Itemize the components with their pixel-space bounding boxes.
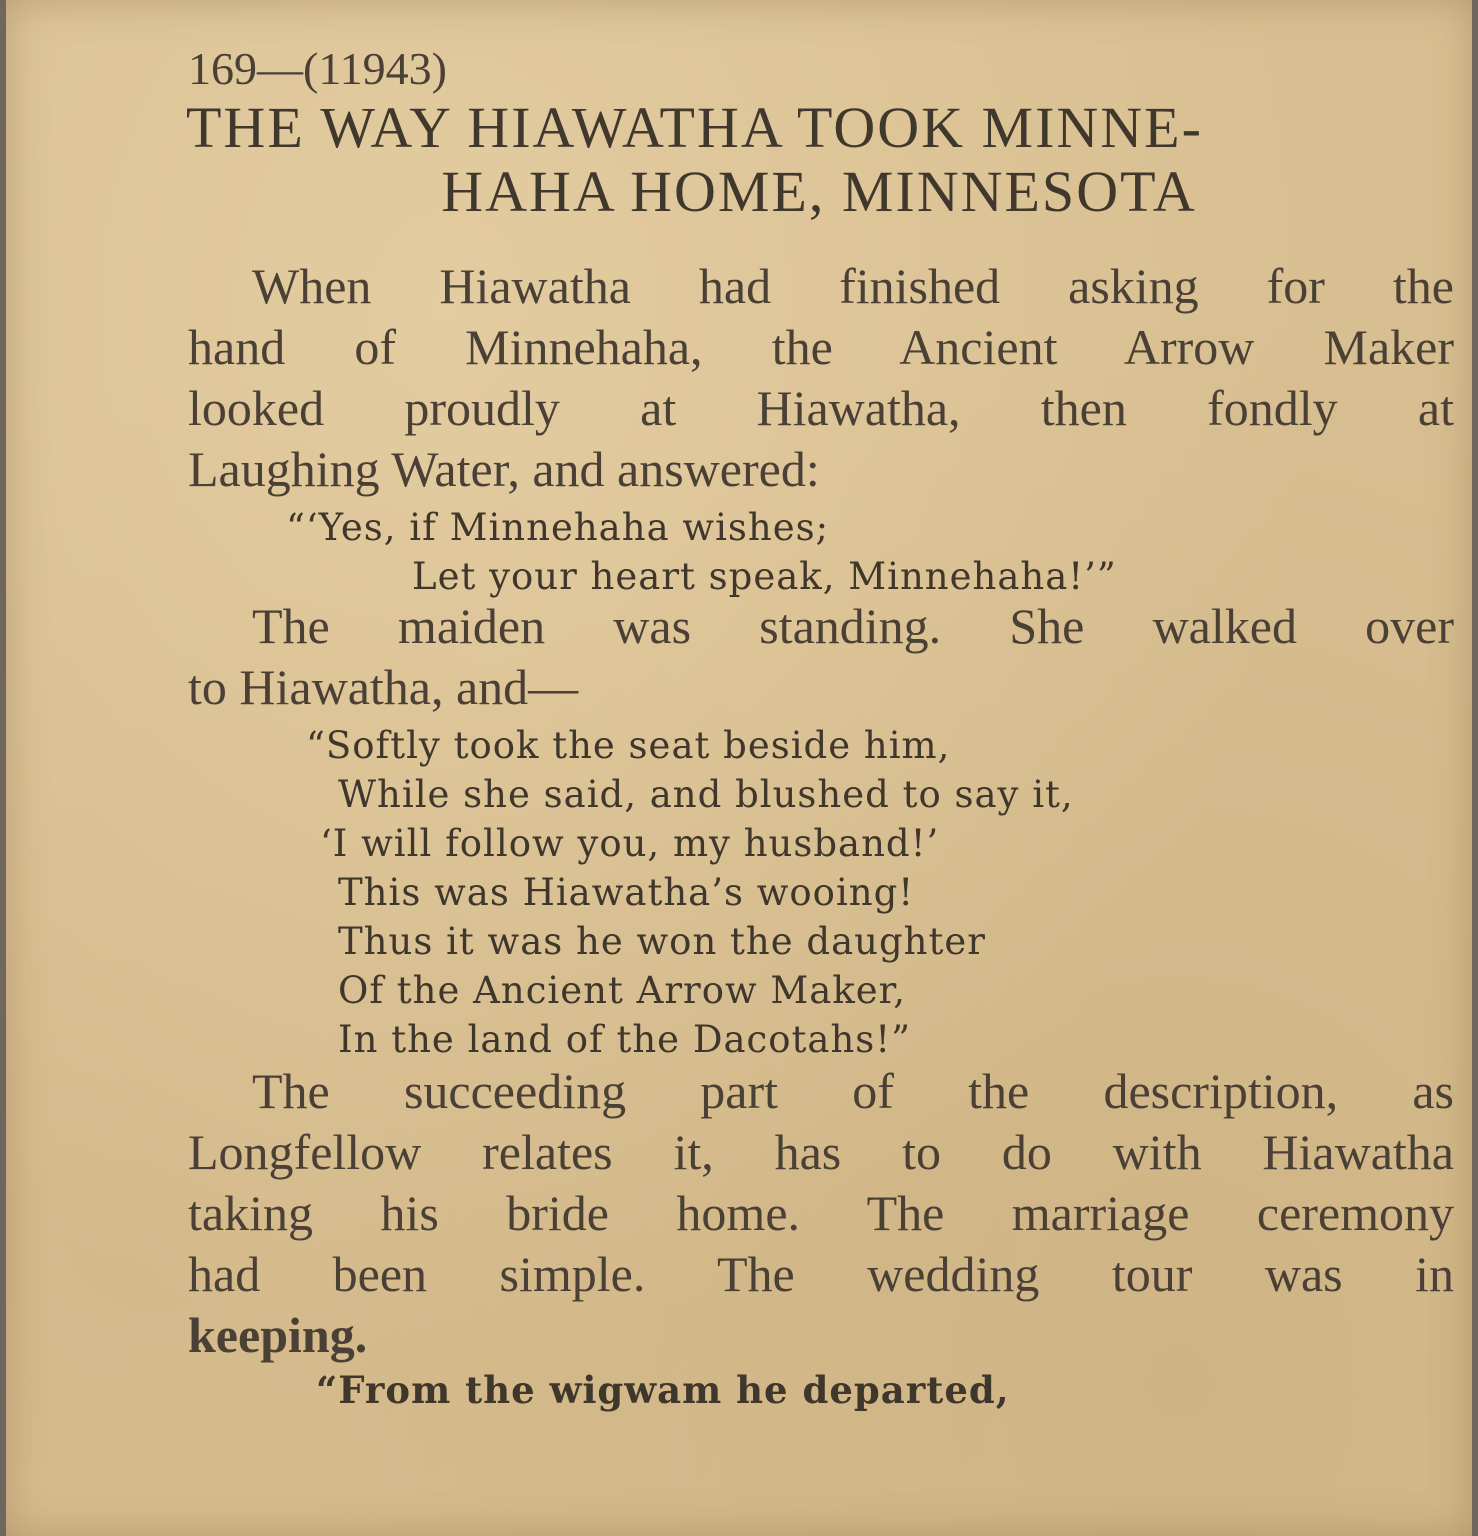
paragraph-line: keeping. bbox=[188, 1307, 368, 1363]
paragraph-line: The maiden was standing. She walked over bbox=[252, 598, 1454, 654]
verse-line: “Softly took the seat beside him, bbox=[306, 724, 951, 767]
title-line-1: THE WAY HIAWATHA TOOK MINNE- bbox=[186, 95, 1203, 160]
paragraph-2 bbox=[188, 596, 1454, 718]
paragraph-line: had been simple. The wedding tour was in bbox=[188, 1246, 1454, 1302]
verse-1 bbox=[286, 503, 1117, 601]
verse-line: This was Hiawatha’s wooing! bbox=[338, 871, 915, 914]
verse-line: In the land of the Dacotahs!” bbox=[338, 1018, 912, 1061]
card-title bbox=[186, 96, 1452, 224]
verse-line: Of the Ancient Arrow Maker, bbox=[338, 969, 907, 1012]
card-number: 169—(11943) bbox=[188, 43, 447, 94]
paragraph-line: The succeeding part of the description, as bbox=[252, 1063, 1454, 1119]
paragraph-line: Laughing Water, and answered: bbox=[188, 441, 820, 497]
paragraph-line: taking his bride home. The marriage ceremony bbox=[188, 1185, 1454, 1241]
paragraph-line: When Hiawatha had finished asking for the bbox=[252, 258, 1454, 314]
verse-line: While she said, and blushed to say it, bbox=[338, 773, 1074, 816]
verse-line: Let your heart speak, Minnehaha!’” bbox=[412, 555, 1117, 598]
paragraph-line: hand of Minnehaha, the Ancient Arrow Maker bbox=[188, 319, 1454, 375]
paragraph-line: looked proudly at Hiawatha, then fondly at bbox=[188, 380, 1454, 436]
verse-line: “From the wigwam he departed, bbox=[316, 1368, 1010, 1412]
verse-line: Thus it was he won the daughter bbox=[338, 920, 986, 963]
verse-line: ‘I will follow you, my husband!’ bbox=[320, 822, 940, 865]
title-line-2: HAHA HOME, MINNESOTA bbox=[441, 159, 1197, 224]
verse-line: “‘Yes, if Minnehaha wishes; bbox=[286, 506, 830, 549]
paragraph-line: to Hiawatha, and— bbox=[188, 659, 579, 715]
verse-2 bbox=[306, 721, 1074, 1064]
paragraph-1 bbox=[188, 256, 1454, 500]
postcard-back bbox=[6, 0, 1472, 1536]
paragraph-3 bbox=[188, 1061, 1454, 1366]
verse-3 bbox=[316, 1366, 1010, 1415]
paragraph-line: Longfellow relates it, has to do with Hiawatha bbox=[188, 1124, 1454, 1180]
